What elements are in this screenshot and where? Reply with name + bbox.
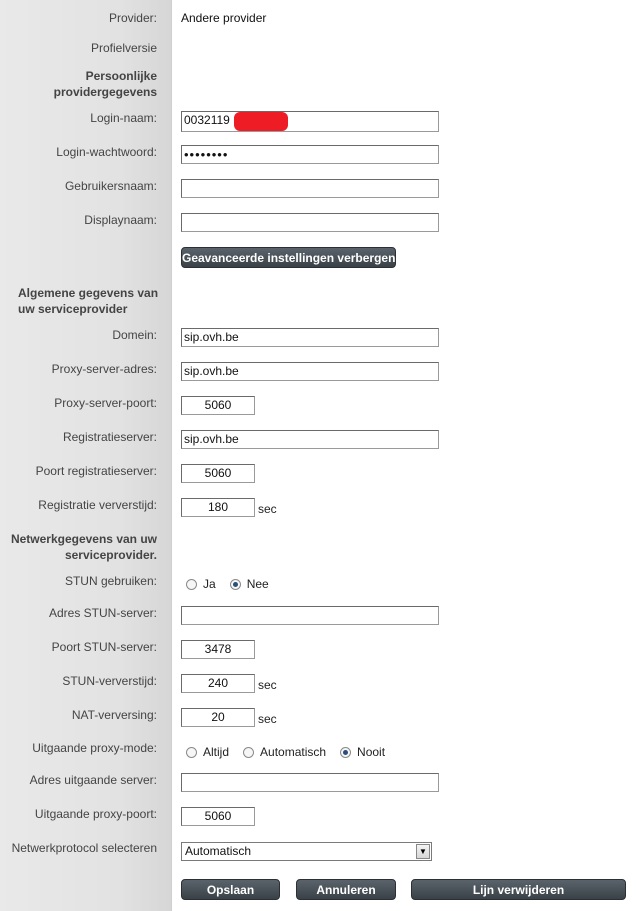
section-general-heading [18, 285, 158, 317]
network-protocol-label: Netwerkprotocol selecteren [11, 841, 157, 855]
cancel-button[interactable]: Annuleren [296, 879, 396, 900]
proxy-mode-never-label: Nooit [357, 745, 386, 759]
section-general-line1: Algemene gegevens van [18, 286, 159, 300]
outgoing-proxy-mode-label: Uitgaande proxy-mode: [32, 741, 157, 755]
registrar-port-field[interactable]: 5060 [181, 464, 255, 483]
section-personal-line1: Persoonlijke [85, 69, 157, 83]
proxy-mode-always-radio[interactable] [186, 747, 197, 758]
stun-refresh-label: STUN-ververstijd: [62, 674, 157, 688]
outgoing-proxy-port-field[interactable]: 5060 [181, 807, 255, 826]
registration-refresh-label: Registratie ververstijd: [38, 498, 157, 512]
registration-refresh-field[interactable]: 180 [181, 498, 255, 517]
stun-refresh-unit: sec [258, 678, 277, 692]
stun-port-field[interactable]: 3478 [181, 640, 255, 659]
outgoing-server-field[interactable] [181, 773, 439, 792]
section-personal-heading [54, 68, 157, 100]
proxy-mode-automatic-radio[interactable] [243, 747, 254, 758]
chevron-down-icon[interactable]: ▼ [416, 844, 430, 859]
nat-refresh-field[interactable]: 20 [181, 708, 255, 727]
login-password-field[interactable]: •••••••• [181, 145, 439, 164]
outgoing-server-label: Adres uitgaande server: [29, 773, 157, 787]
display-name-field[interactable] [181, 213, 439, 232]
delete-line-button[interactable]: Lijn verwijderen [411, 879, 626, 900]
stun-refresh-field[interactable]: 240 [181, 674, 255, 693]
username-label: Gebruikersnaam: [64, 179, 157, 193]
network-protocol-select[interactable] [181, 842, 432, 861]
section-general-line2: uw serviceprovider [18, 302, 128, 316]
display-name-label: Displaynaam: [84, 213, 157, 227]
proxy-port-label: Proxy-server-poort: [54, 396, 157, 410]
stun-use-radio-group [186, 577, 283, 591]
stun-port-label: Poort STUN-server: [51, 640, 157, 654]
column-divider [171, 0, 172, 911]
stun-use-label: STUN gebruiken: [64, 574, 157, 588]
login-name-field[interactable]: 0032119 [181, 111, 439, 132]
proxy-mode-always-label: Altijd [203, 745, 230, 759]
stun-yes-label: Ja [203, 577, 216, 591]
registration-refresh-unit: sec [258, 502, 277, 516]
registrar-port-label: Poort registratieserver: [35, 464, 157, 478]
save-button[interactable]: Opslaan [181, 879, 280, 900]
stun-no-label: Nee [246, 577, 269, 591]
outgoing-proxy-port-label: Uitgaande proxy-poort: [34, 807, 157, 821]
registrar-label: Registratieserver: [62, 430, 157, 444]
proxy-port-field[interactable]: 5060 [181, 396, 255, 415]
section-network-line2: serviceprovider. [64, 548, 157, 562]
stun-address-field[interactable] [181, 606, 439, 625]
nat-refresh-label: NAT-verversing: [71, 708, 157, 722]
proxy-mode-never-radio[interactable] [340, 747, 351, 758]
profile-version-label: Profielversie [90, 41, 157, 55]
domain-label: Domein: [112, 328, 157, 342]
provider-value: Andere provider [181, 11, 267, 25]
outgoing-proxy-mode-radio-group [186, 745, 399, 759]
proxy-address-field[interactable]: sip.ovh.be [181, 362, 439, 381]
section-network-heading [11, 531, 157, 563]
nat-refresh-unit: sec [258, 712, 277, 726]
provider-label: Provider: [108, 11, 157, 25]
username-field[interactable] [181, 179, 439, 198]
login-name-label: Login-naam: [90, 111, 157, 125]
domain-field[interactable]: sip.ovh.be [181, 328, 439, 347]
section-network-line1: Netwerkgegevens van uw [10, 532, 157, 546]
login-password-label: Login-wachtwoord: [56, 145, 157, 159]
hide-advanced-settings-button[interactable]: Geavanceerde instellingen verbergen [181, 247, 396, 268]
section-personal-line2: providergegevens [53, 85, 157, 99]
stun-address-label: Adres STUN-server: [48, 606, 157, 620]
registrar-field[interactable]: sip.ovh.be [181, 430, 439, 449]
proxy-address-label: Proxy-server-adres: [51, 362, 157, 376]
stun-yes-radio[interactable] [186, 579, 197, 590]
network-protocol-value: Automatisch [185, 844, 252, 858]
stun-no-radio[interactable] [230, 579, 241, 590]
proxy-mode-automatic-label: Automatisch [260, 745, 327, 759]
redaction-mark [234, 112, 288, 131]
